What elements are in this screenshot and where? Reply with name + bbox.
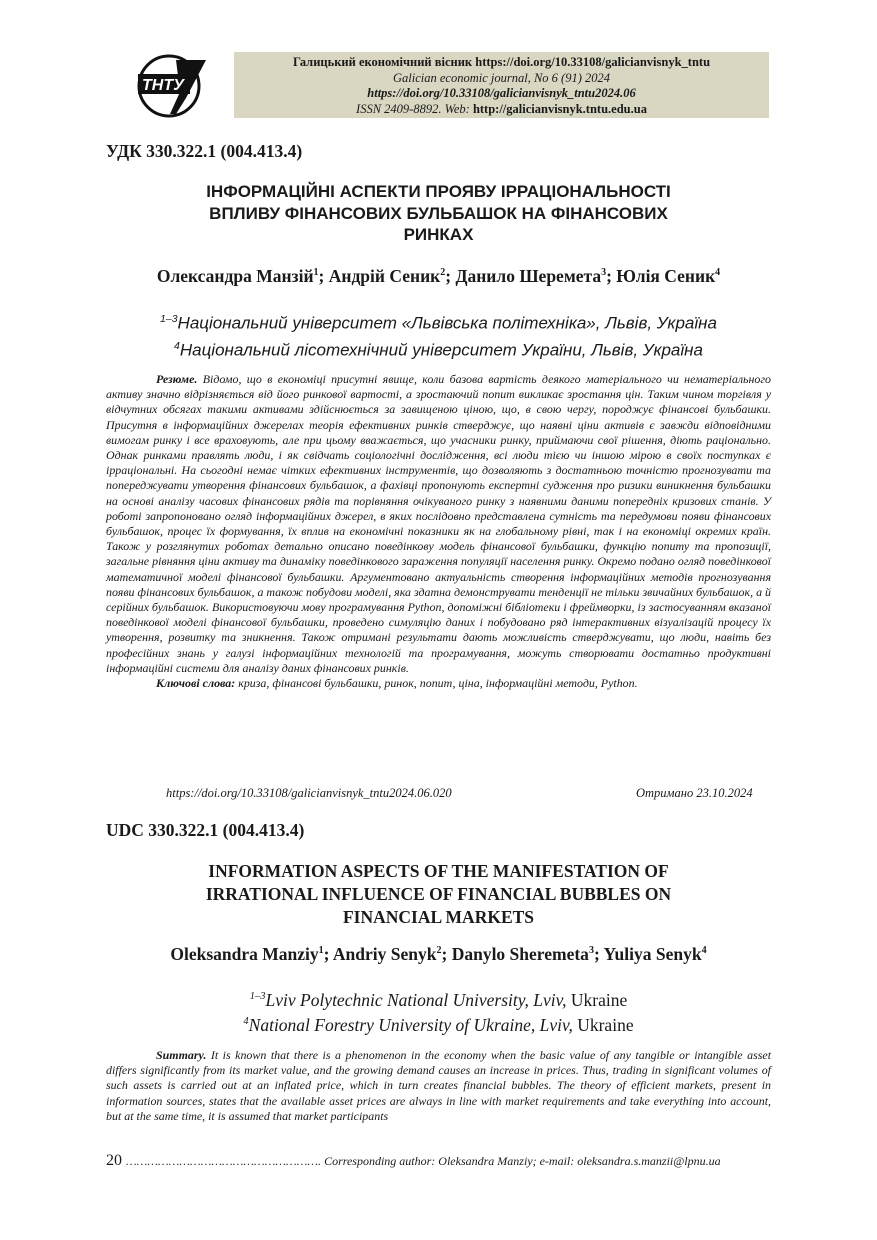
author-sep: ; — [606, 266, 617, 286]
title-en-line: IRRATIONAL INFLUENCE OF FINANCIAL BUBBLES ON — [205, 884, 672, 904]
author-name: Andriy Senyk — [332, 944, 437, 964]
abstract-label: Summary. — [156, 1048, 207, 1062]
abstract-label: Резюме. — [156, 372, 198, 386]
title-uk — [106, 181, 771, 246]
author-sup: 2 — [440, 267, 446, 279]
author-sep: ; — [445, 266, 456, 286]
affiliation — [106, 335, 771, 362]
journal-web-link[interactable]: http://galicianvisnyk.tntu.edu.ua — [472, 101, 647, 116]
author-sep: ; — [441, 944, 452, 964]
affiliation-text: Lviv Polytechnic National University, Lviv, — [265, 989, 567, 1010]
affiliation-text: Національний лісотехнічний університет України, Львів, Україна — [179, 340, 703, 360]
affiliation-sup: 4 — [174, 339, 180, 352]
affiliation-sup: 4 — [243, 1015, 249, 1027]
author-sep: ; — [323, 944, 333, 964]
affiliation — [106, 308, 771, 335]
authors-en — [106, 944, 771, 965]
affiliations-en — [106, 986, 771, 1036]
title-en — [106, 860, 771, 929]
author-sep: ; — [593, 944, 604, 964]
udc-en: UDC 330.322.1 (004.413.4) — [106, 820, 305, 840]
footer-dots: ………………………………………………. — [126, 1154, 322, 1168]
journal-title: Галицький економічний вісник https://doi.org/10.33108/galicianvisnyk_tntu — [292, 55, 711, 69]
affiliation-text: Національний університет «Львівська політехніка», Львів, Україна — [177, 313, 717, 333]
author-sup: 4 — [715, 267, 721, 279]
author-sup: 1 — [313, 267, 319, 279]
affiliation — [106, 1011, 771, 1036]
received-date: Отримано 23.10.2024 — [636, 786, 753, 800]
author-sup: 2 — [436, 945, 442, 957]
affiliation-sup: 1–3 — [160, 313, 178, 325]
title-uk-line: ВПЛИВУ ФІНАНСОВИХ БУЛЬБАШОК НА ФІНАНСОВИХ — [209, 203, 668, 223]
abstract-text: It is known that there is a phenomenon in the economy when the basic value of any tangible or intangible asset differs significantly from its market value, and the growing demand causes an increase in prices. Thus, trading in significant volumes of such assets is carried out at an inflated price, which in turn creates financial bubbles. The theory of efficient markets, present in information sources, states that the available asset prices are always in line with market requirements and take everything into account, but at the same time, it is assumed that market participants — [106, 1048, 772, 1123]
title-uk-line: РИНКАХ — [403, 225, 474, 244]
author-name: Олександра Манзій — [156, 266, 314, 286]
journal-doi: https://doi.org/10.33108/galicianvisnyk_tntu2024.06 — [367, 86, 636, 100]
author-name: Danylo Sheremeta — [451, 944, 589, 964]
keywords — [106, 676, 771, 691]
keywords-text: криза, фінансові бульбашки, ринок, попит, ціна, інформаційні методи, Python. — [238, 676, 638, 691]
affiliation-sup: 1–3 — [249, 991, 266, 1002]
abstract-uk — [106, 372, 771, 691]
title-en-line: INFORMATION ASPECTS OF THE MANIFESTATION OF — [208, 861, 669, 881]
journal-issn: ISSN 2409-8892. Web: — [356, 101, 470, 116]
title-en-line: FINANCIAL MARKETS — [342, 907, 535, 927]
affiliations-uk — [106, 308, 771, 361]
author-sup: 1 — [318, 945, 324, 957]
abstract-en — [106, 1048, 771, 1124]
page-footer — [106, 1152, 771, 1170]
author-sup: 3 — [588, 945, 594, 957]
logo-text: ТНТУ — [142, 77, 184, 94]
abstract-paragraph — [106, 372, 771, 676]
title-uk-line: ІНФОРМАЦІЙНІ АСПЕКТИ ПРОЯВУ ІРРАЦІОНАЛЬНОСТІ — [206, 182, 671, 201]
abstract-paragraph — [106, 1048, 771, 1124]
affiliation — [106, 986, 771, 1011]
journal-issue: Galician economic journal, No 6 (91) 2024 — [393, 70, 610, 85]
author-sup: 4 — [701, 945, 707, 957]
keywords-label: Ключові слова: — [156, 676, 236, 691]
udc-uk: УДК 330.322.1 (004.413.4) — [106, 141, 303, 161]
author-sep: ; — [318, 266, 329, 286]
author-name: Yuliya Senyk — [603, 944, 702, 964]
authors-uk — [106, 266, 771, 287]
author-name: Юлія Сеник — [616, 266, 716, 286]
article-doi[interactable]: https://doi.org/10.33108/galicianvisnyk_tntu2024.06.020 — [166, 786, 452, 800]
affiliation-text: National Forestry University of Ukraine, Lviv, — [248, 1014, 573, 1035]
author-name: Oleksandra Manziy — [170, 944, 319, 964]
author-name: Андрій Сеник — [328, 266, 441, 286]
corresponding-author: Corresponding author: Oleksandra Manziy; e-mail: oleksandra.s.manzii@lpnu.ua — [324, 1154, 721, 1168]
author-sup: 3 — [601, 267, 607, 279]
journal-header — [234, 52, 769, 118]
author-name: Данило Шеремета — [455, 266, 602, 286]
page-number: 20 — [106, 1152, 122, 1169]
affiliation-country: Ukraine — [577, 1014, 634, 1035]
abstract-text: Відомо, що в економіці присутні явище, коли базова вартість деякого матеріального чи нематеріального активу значно відрізняється від його ринкової вартості, а зростаючий попит викликає зростання цін. Таким чином торгівля у відчутних обсягах такими активами здійснюється за завищеною ціною, що, в свою чергу, породжує фінансові бульбашки. Присутня в інформаційних джерелах теорія ефективних ринків стверджує, що наявні ціни активів є завжди відповідними вимогам ринку і все враховують, але при цьому вважається, що учасники ринку, приймаючи свої рішення, діють раціонально. Однак ринками правлять люди, і як свідчать соціологічні дослідження, всі люди тією чи іншою мірою в своїх поступках є ірраціональні. На сьогодні немає чітких ефективних інструментів, що дозволяють з достатньою точністю прогнозувати та попереджувати утворення фінансових бульбашок, а фахівці пропонують експертні судження про ризики виникнення бульбашки на основі аналізу часових фінансових рядів та порівняння очікуваного ринку з наявними даними попередніх кризових станів. У роботі запропоновано огляд інформаційних джерел, в яких послідовно представлена сутність та передумови появи фінансових бульбашок, процес їх формування, їх вплив на економічні показники як на глобальному рівні, так і на економіці окремих країн. Також у розглянутих роботах детально описано поведінкову модель фінансової бульбашки, функцію попиту та пропозиції, загальне рівняння ціни активу та динаміку поведінкового зараження популяції населення ринку. Окремо подано огляд поведінкової математичної моделі фінансової бульбашки. Аргументовано актуальність створення інформаційних методів прогнозування появи фінансових бульбашок, а також побудови моделі, яка здатна демонструвати тенденції не тільки звичайних бульбашок, а й серійних бульбашок. Використовуючи мову програмування Python, допоміжні бібліотеки і фреймворки, із застосуванням вказаної поведінкової моделі фінансової бульбашки, проведено симуляцію даних і побудовано ряд інтерактивних візуалізацій процесу їх утворення, розвитку та зникнення. Також отримані результати дають можливість стверджувати, що люди, навіть без професійних знань у галузі інформаційних технологій та програмування, можуть створювати достатньо продуктивні інформаційні системи для аналізу даних фінансових ринків. — [106, 372, 772, 675]
journal-issn-line — [234, 102, 769, 118]
tntu-logo — [136, 52, 208, 118]
affiliation-country: Ukraine — [570, 989, 628, 1010]
